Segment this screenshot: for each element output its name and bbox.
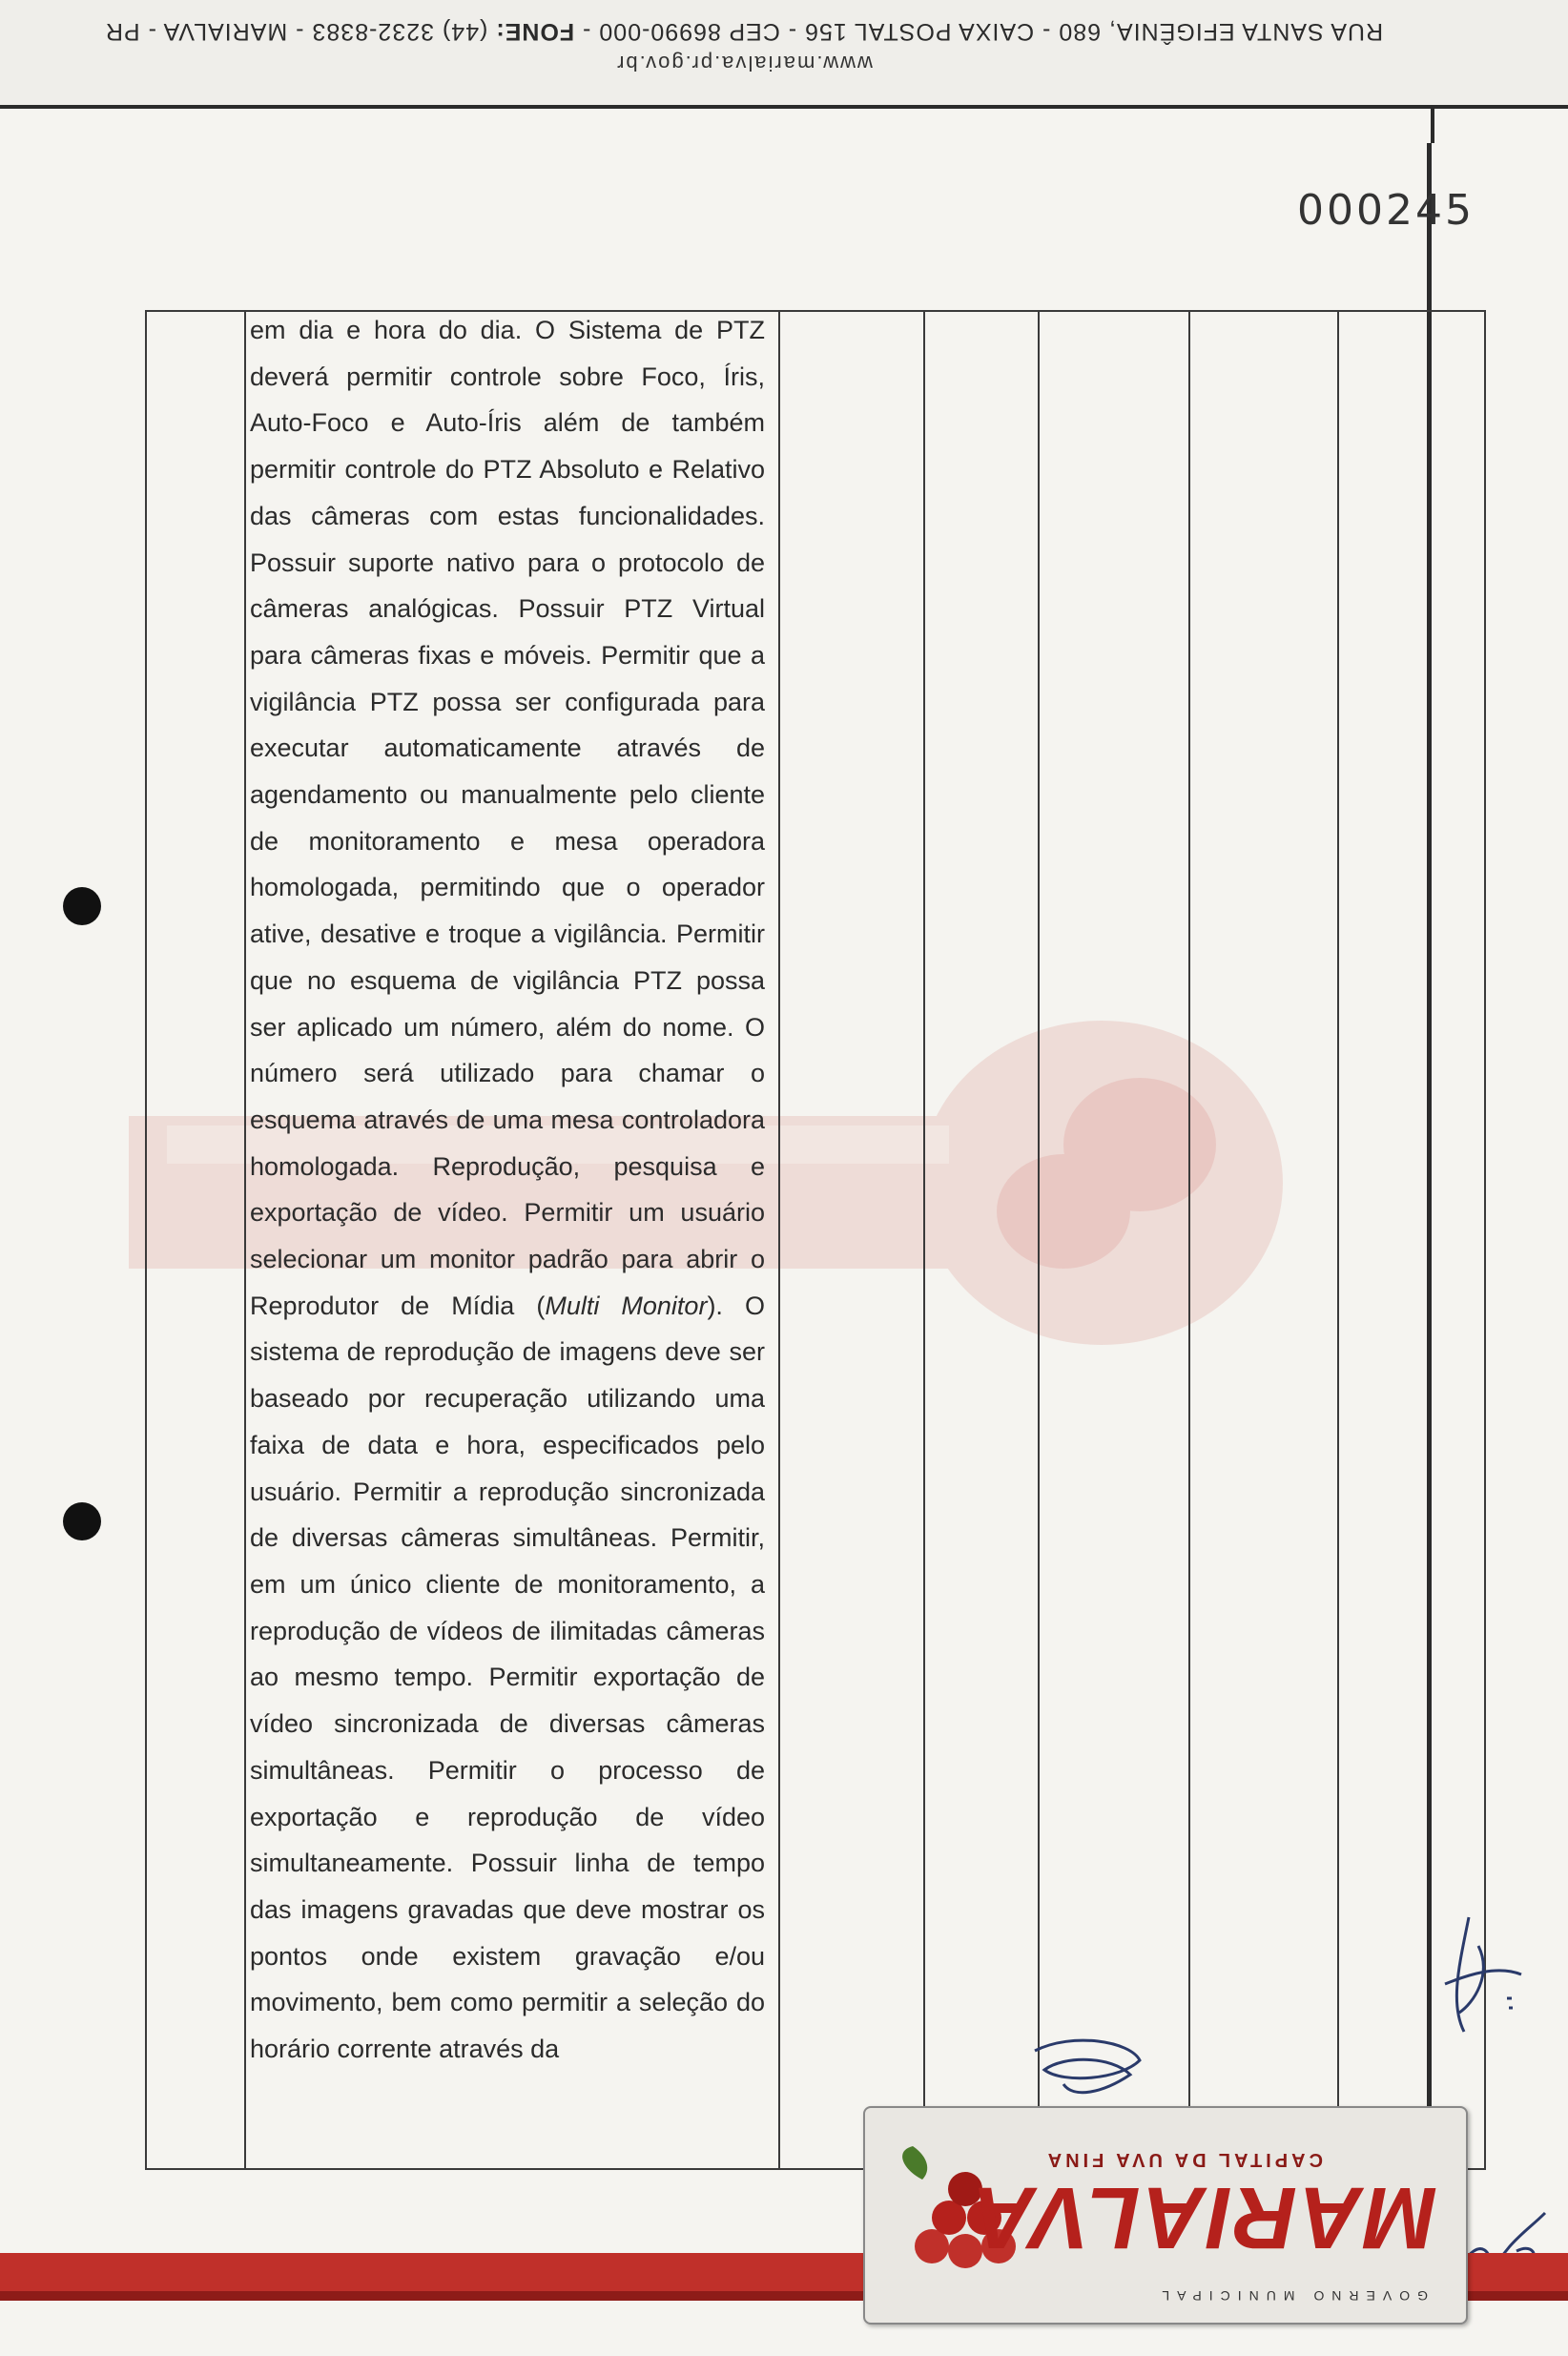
letterhead-address xyxy=(57,17,1431,75)
page-number: 000245 xyxy=(1297,186,1475,235)
marialva-logo xyxy=(863,2106,1468,2325)
table-column-divider xyxy=(1038,312,1040,2168)
description-text-2: ). O sistema de reprodução de imagens deve ser baseado por recuperação utilizando uma faixa de data e hora, especificados pelo usuário. Permitir a reprodução sincronizada de diversas câmeras simultâneas. Permitir, em um único cliente de monitoramento, a reprodução de vídeos de ilimitadas câmeras ao mesmo tempo. Permitir exportação de vídeo sincronizada de diversas câmeras simultâneas. Permitir o processo de exportação e reprodução de vídeo simultaneamente. Possuir linha de tempo das imagens gravadas que deve mostrar os pontos onde existem gravação e/ou movimento, bem como permitir a seleção do horário corrente através da xyxy=(250,1291,765,2064)
binder-hole-top xyxy=(63,887,101,925)
table-column-divider xyxy=(923,312,925,2168)
frame-top-segment xyxy=(1431,105,1434,143)
letterhead-address-line xyxy=(57,17,1431,45)
letterhead-phone: (44) 3232-8383 - MARIALVA - PR xyxy=(104,18,496,45)
letterhead-band xyxy=(0,0,1568,105)
description-paragraph xyxy=(250,307,765,2073)
binder-hole-bottom xyxy=(63,1502,101,1540)
table-column-divider xyxy=(778,312,780,2168)
letterhead-phone-label: FONE: xyxy=(495,18,575,45)
letterhead-rule xyxy=(0,105,1568,109)
logo-inner xyxy=(865,2108,1466,2323)
logo-tagline: CAPITAL DA UVA FINA xyxy=(1043,2149,1323,2170)
table-column-divider xyxy=(1337,312,1339,2168)
logo-name: MARIALVA xyxy=(970,2169,1437,2266)
description-italic-term: Multi Monitor xyxy=(545,1291,708,1320)
table-column-divider xyxy=(1188,312,1190,2168)
letterhead-website: www.marialva.pr.gov.br xyxy=(615,52,873,75)
specification-description xyxy=(250,307,765,2073)
letterhead-street: RUA SANTA EFIGÊNIA, 680 - CAIXA POSTAL 156 - CEP 86990-000 - xyxy=(574,18,1384,45)
logo-subtitle: GOVERNO MUNICIPAL xyxy=(1154,2288,1428,2304)
description-text-1: em dia e hora do dia. O Sistema de PTZ deverá permitir controle sobre Foco, Íris, Auto-Foco e Auto-Íris além de também permitir controle do PTZ Absoluto e Relativo das câmeras com estas funcionalidades. Possuir suporte nativo para o protocolo de câmeras analógicas. Possuir PTZ Virtual para câmeras fixas e móveis. Permitir que a vigilância PTZ possa ser configurada para executar automaticamente através de agendamento ou manualmente pelo cliente de monitoramento e mesa operadora homologada, permitindo que o operador ative, desative e troque a vigilância. Permitir que no esquema de vigilância PTZ possa ser aplicado um número, além do nome. O número será utilizado para chamar o esquema através de uma mesa controladora homologada. Reprodução, pesquisa e exportação de vídeo. Permitir um usuário selecionar um monitor padrão para abrir o Reprodutor de Mídia ( xyxy=(250,316,765,1320)
table-column-divider xyxy=(244,312,246,2168)
